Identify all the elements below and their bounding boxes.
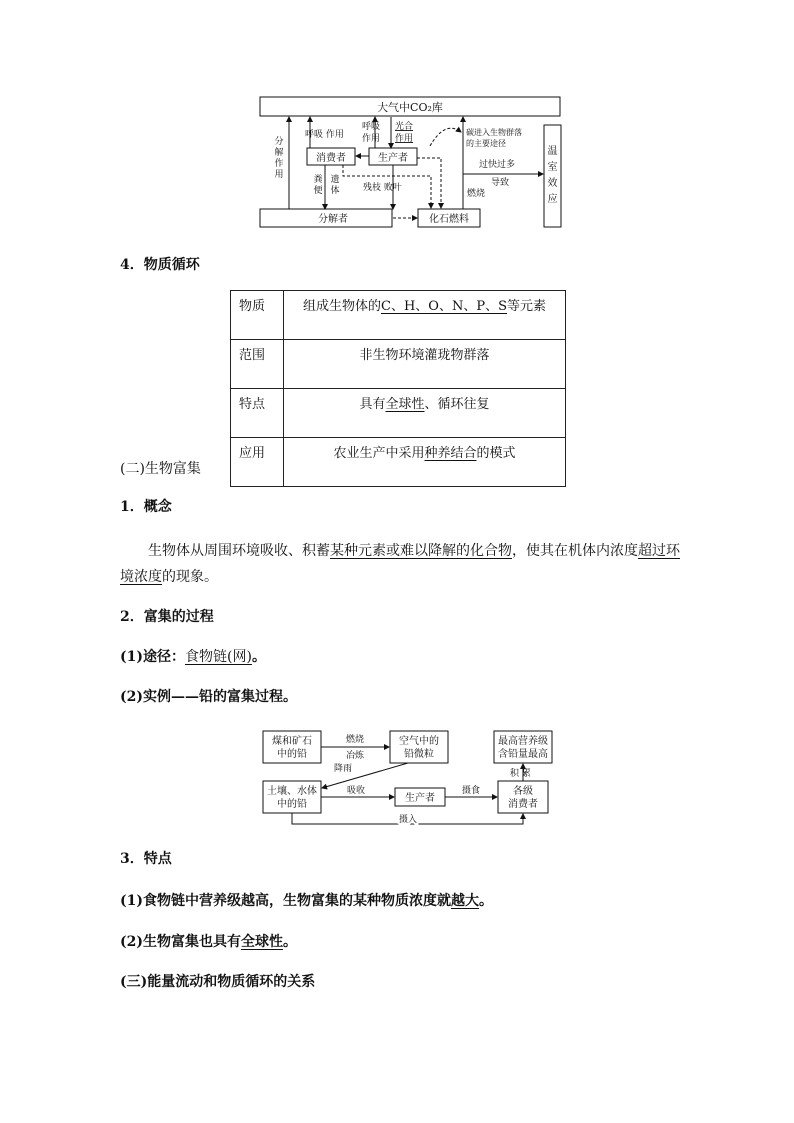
photosynthesis-label-b: 作用 [395, 134, 414, 144]
overspeed-label-b: 导致 [491, 178, 510, 188]
feature-heading: 3．特点 [120, 851, 172, 867]
table-key: 物质 [231, 291, 284, 340]
sub3-heading: (三)能量流动和物质循环的关系 [120, 974, 316, 990]
fossil-fuel-label: 化石燃料 [429, 214, 469, 225]
example-label: (2)实例——铅的富集过程。 [120, 689, 297, 705]
route-end: 。 [251, 649, 266, 665]
concept-heading: 1．概念 [120, 499, 172, 515]
concept-text-u2: 超过环境浓度 [120, 543, 680, 585]
carbon-entry-label-b: 的主要途径 [466, 139, 506, 148]
feed-label: 摄食 [461, 786, 481, 796]
feature2-end: 。 [283, 934, 297, 950]
atmosphere-label: 大气中CO₂库 [377, 101, 443, 114]
decomposition-label: 分解作用 [274, 137, 284, 180]
carbon-cycle-diagram [255, 92, 565, 232]
concept-text-u1: 某种元素或难以降解的化合物 [330, 543, 512, 559]
burn-label-b: 冶炼 [345, 751, 365, 761]
section4-heading: 4．物质循环 [120, 257, 200, 273]
feature1-line [120, 888, 680, 914]
absorb-label: 吸收 [346, 786, 366, 796]
burn-label-a: 燃烧 [345, 735, 365, 745]
litter-label: 残枝 败叶 [363, 183, 402, 193]
respiration-label-2a: 呼吸 [362, 122, 381, 132]
table-value-post: 的模式 [476, 446, 516, 461]
table-key: 范围 [231, 340, 284, 389]
air-label-a: 空气中的 [399, 736, 439, 747]
decomposer-label: 分解者 [318, 214, 348, 225]
table-value: 农业生产中采用 [333, 446, 425, 461]
respiration-label-1: 呼吸 作用 [305, 130, 344, 140]
coal-label-b: 中的铅 [277, 749, 307, 760]
table-value: 具有 [359, 397, 386, 412]
route-value: 食物链(网) [185, 649, 252, 665]
feature1-end: 。 [479, 893, 493, 909]
table-value-post: 等元素 [506, 299, 546, 314]
carbon-entry-label-a: 碳进入生物群落 [466, 128, 522, 137]
soil-label-b: 中的铅 [277, 799, 307, 810]
table-row [231, 340, 566, 389]
excrement-label: 粪便 [313, 175, 323, 196]
top-label-b: 含铅量最高 [498, 749, 548, 760]
table-value: 组成生物体的 [302, 299, 381, 314]
table-value-underline: 全球性 [385, 397, 425, 412]
process-heading: 2．富集的过程 [120, 609, 214, 625]
concept-paragraph [120, 538, 680, 590]
route-line [120, 644, 680, 670]
feature2-line [120, 929, 680, 955]
feature2-underline: 全球性 [241, 934, 283, 950]
table-key: 应用 [231, 438, 284, 487]
consumer-label: 消费者 [316, 153, 346, 164]
table-row [231, 389, 566, 438]
greenhouse-label: 温室效应 [547, 146, 558, 205]
feature1-underline: 越大 [451, 893, 479, 909]
soil-label-a: 土壤、水体 [267, 786, 317, 797]
consumer-label-b: 消费者 [508, 799, 538, 810]
table-value-underline: 种养结合 [424, 446, 477, 461]
air-label-b: 铅微粒 [404, 749, 434, 760]
table-value-underline: C、H、O、N、P、S [381, 299, 507, 314]
feature1-text: (1)食物链中营养级越高，生物富集的某种物质浓度就 [120, 893, 451, 909]
consumer-label-a: 各级 [513, 786, 533, 797]
greenhouse-box [544, 125, 561, 227]
sub2-heading: (二)生物富集 [120, 461, 201, 477]
table-value: 非生物环境灌珑物群落 [359, 348, 490, 363]
photosynthesis-label-a: 光合 [395, 122, 414, 132]
table-row [231, 291, 566, 340]
route-label: (1)途径： [120, 649, 185, 665]
overspeed-label-a: 过快过多 [479, 160, 516, 170]
concept-text-2: ，使其在机体内浓度 [512, 543, 638, 559]
producer-label: 生产者 [405, 793, 435, 804]
concept-text-3: 的现象。 [162, 569, 218, 585]
top-label-a: 最高营养级 [498, 736, 548, 747]
coal-label-a: 煤和矿石 [272, 736, 312, 747]
lead-accumulation-diagram [258, 726, 558, 828]
respiration-label-2b: 作用 [362, 134, 381, 144]
rain-label: 降雨 [334, 764, 353, 774]
accum-label: 积 累 [510, 769, 531, 779]
feature2-text: (2)生物富集也具有 [120, 934, 241, 950]
concept-text-1: 生物体从周围环境吸收、积蓄 [148, 543, 330, 559]
burning-label: 燃烧 [467, 189, 486, 199]
table-value-post: 、循环往复 [424, 397, 490, 412]
intake-label: 摄入 [398, 815, 418, 825]
table-key: 特点 [231, 389, 284, 438]
remains-label: 遗体 [330, 175, 340, 196]
producer-label: 生产者 [378, 153, 408, 164]
